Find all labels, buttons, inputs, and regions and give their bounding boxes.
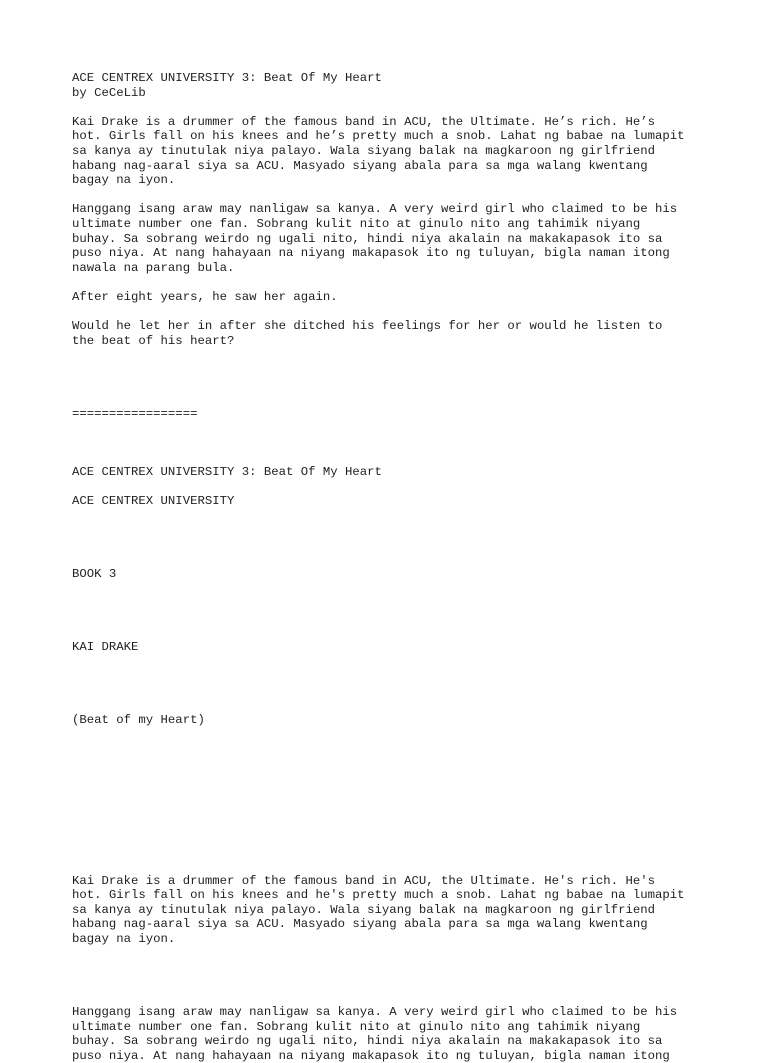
text-line: the beat of his heart? [72, 333, 235, 348]
text-line: ACE CENTREX UNIVERSITY [72, 494, 235, 509]
document-body [72, 71, 732, 1063]
blank-line [72, 538, 732, 553]
text-line: sa kanya ay tinutulak niya palayo. Wala siyang balak na magkaroon ng girlfriend [72, 902, 655, 917]
blank-line [72, 450, 732, 465]
blank-line [72, 699, 732, 714]
blank-line [72, 669, 732, 684]
blank-line [72, 990, 732, 1005]
text-line: Hanggang isang araw may nanligaw sa kanya. A very weird girl who claimed to be his [72, 202, 678, 217]
blank-line [72, 757, 732, 772]
text-line: by CeCeLib [72, 85, 146, 100]
text-line: habang nag-aaral siya sa ACU. Masyado siyang abala para sa mga walang kwentang [72, 158, 648, 173]
blank-line [72, 377, 732, 392]
text-line: sa kanya ay tinutulak niya palayo. Wala siyang balak na magkaroon ng girlfriend [72, 143, 655, 158]
blank-line [72, 363, 732, 378]
text-line: KAI DRAKE [72, 640, 139, 655]
text-line: Would he let her in after she ditched his feelings for her or would he listen to [72, 319, 663, 334]
blank-line [72, 436, 732, 451]
blank-line [72, 859, 732, 874]
text-line: ultimate number one fan. Sobrang kulit nito at ginulo nito ang tahimik niyang [72, 216, 641, 231]
text-line: habang nag-aaral siya sa ACU. Masyado siyang abala para sa mga walang kwentang [72, 917, 648, 932]
blank-line [72, 844, 732, 859]
blank-line [72, 509, 732, 524]
text-line: Kai Drake is a drummer of the famous band in ACU, the Ultimate. He’s rich. He’s [72, 114, 655, 129]
text-line: ACE CENTREX UNIVERSITY 3: Beat Of My Heart [72, 465, 382, 480]
blank-line [72, 611, 732, 626]
text-line: hot. Girls fall on his knees and he’s pretty much a snob. Lahat ng babae na lumapit [72, 129, 685, 144]
blank-line [72, 830, 732, 845]
text-line: (Beat of my Heart) [72, 713, 205, 728]
text-line: bagay na iyon. [72, 932, 176, 947]
blank-line [72, 976, 732, 991]
blank-line [72, 801, 732, 816]
text-line: BOOK 3 [72, 567, 117, 582]
text-line: After eight years, he saw her again. [72, 289, 338, 304]
blank-line [72, 947, 732, 962]
blank-line [72, 815, 732, 830]
text-line: buhay. Sa sobrang weirdo ng ugali nito, hindi niya akalain na makakapasok ito sa [72, 231, 663, 246]
text-line: puso niya. At nang hahayaan na niyang makapasok ito ng tuluyan, bigla naman itong [72, 1048, 670, 1063]
blank-line [72, 582, 732, 597]
blank-line [72, 523, 732, 538]
text-line: buhay. Sa sobrang weirdo ng ugali nito, hindi niya akalain na makakapasok ito sa [72, 1034, 663, 1049]
text-line: ultimate number one fan. Sobrang kulit nito at ginulo nito ang tahimik niyang [72, 1019, 641, 1034]
text-line: hot. Girls fall on his knees and he's pretty much a snob. Lahat ng babae na lumapit [72, 888, 685, 903]
blank-line [72, 596, 732, 611]
blank-line [72, 275, 732, 290]
blank-line [72, 772, 732, 787]
blank-line [72, 392, 732, 407]
blank-line [72, 961, 732, 976]
blank-line [72, 100, 732, 115]
blank-line [72, 728, 732, 743]
blank-line [72, 786, 732, 801]
text-line: nawala na parang bula. [72, 260, 235, 275]
blank-line [72, 348, 732, 363]
blank-line [72, 421, 732, 436]
blank-line [72, 684, 732, 699]
blank-line [72, 742, 732, 757]
text-line: Kai Drake is a drummer of the famous band in ACU, the Ultimate. He's rich. He's [72, 873, 655, 888]
text-line: ACE CENTREX UNIVERSITY 3: Beat Of My Heart [72, 71, 382, 85]
blank-line [72, 188, 732, 203]
text-line: bagay na iyon. [72, 173, 176, 188]
text-line: puso niya. At nang hahayaan na niyang makapasok ito ng tuluyan, bigla naman itong [72, 246, 670, 261]
text-line: ================= [72, 406, 198, 421]
blank-line [72, 480, 732, 495]
blank-line [72, 305, 732, 320]
blank-line [72, 553, 732, 568]
text-line: Hanggang isang araw may nanligaw sa kanya. A very weird girl who claimed to be his [72, 1005, 678, 1019]
blank-line [72, 655, 732, 670]
blank-line [72, 626, 732, 641]
